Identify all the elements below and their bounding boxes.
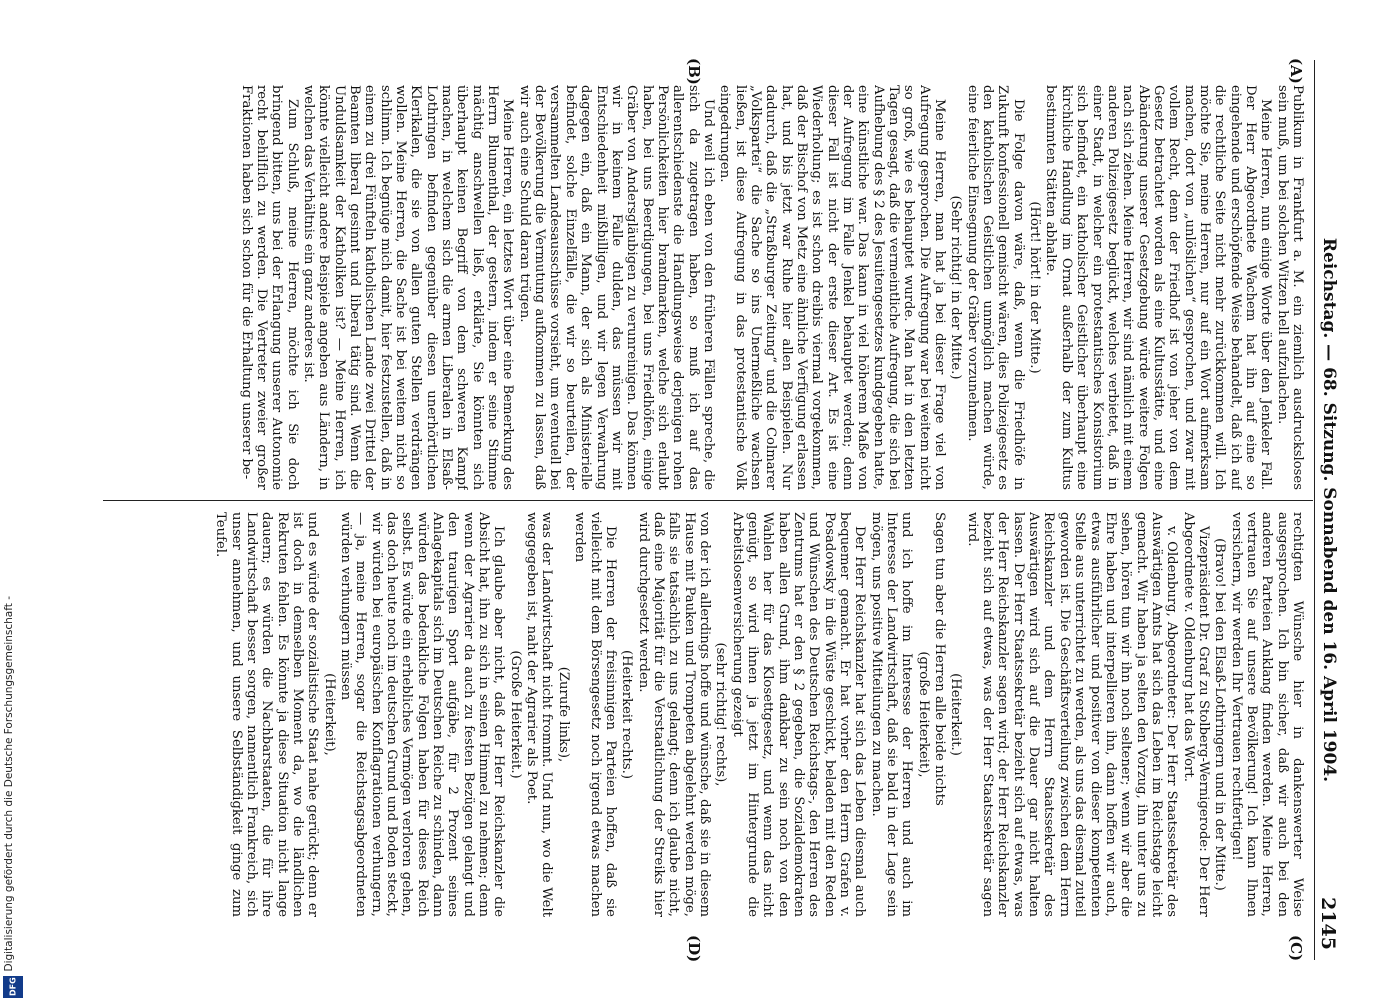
margin-letter-b: (B) — [685, 58, 703, 85]
margin-letter-c: (C) — [1287, 935, 1305, 962]
paragraph: Und weil ich eben von den früheren Fällen spreche, die sich da zugetragen haben, so muß ich auf das allerentschiedenste die Handlungsweise derjenigen rohen Persönlichkeiten hier brandmarken, welche sich erlaubt haben, bei uns Beerdigungen, bei uns Friedhöfen, einige Gräber von Andersgläubigen zu verunreinigen. Das können wir in keinem Falle dulden, das müssen wir mit Entschiedenheit mißbilligen, und wir legen Verwahrung dagegen ein, daß ein Mann, der sich als Ministerielle befindet, solche Einzelfälle, die wir so beurteilen, der versammelten Landesausschüsse vorsieht, um eventuell bei der Bevölkerung die Vermutung aufkommen zu lassen, daß wir auch eine Schuld daran trügen. — [516, 85, 716, 490]
paragraph: Zum Schluß, meine Herren, möchte ich Sie doch bringend bitten, uns bei der Erlangung unserer Autonomie recht behilflich zu werden. Die Vertreter zweier großer Fraktionen haben sich schon für die Erhaltung unserer be- — [238, 85, 300, 490]
paragraph: und es würde der sozialistische Staat nahe gerückt; denn er ist doch in demselben Moment da, wo die ländlichen Rekruten fehlen. Es könnte ja diese Situation nicht lange dauern; es würden die Nachbarstaaten, die für ihre Landwirtschaft besser sorgen, namentlich Frankreich, sich unser annehmen, und unsere Selbständigkeit ginge zum Teufel. — [213, 512, 321, 917]
interjection: (Heiterkeit), — [321, 673, 337, 756]
margin-letter-d: (D) — [685, 935, 703, 963]
paragraph: v. Oldenburg, Abgeordneter: Der Herr Staatssekretär des Auswärtigen Amts hat sich das Leben im Reichstage leicht gemacht. Wir haben ja selten den Vorzug, ihn unter uns zu sehen, hören tun wir ihn noch seltener; wenn wir aber die Ehre haben und interpellieren ihn, dann hoffen wir auch, etwas ausführlicher und positiver von dieser kompetenten Stelle aus unterrichtet zu werden, als uns das diesmal zuteil geworden ist. Die Geschäftsverteilung zwischen dem Herrn Reichskanzler und dem Herrn Staatssekretär des Auswärtigen wird sich auf die Dauer gar nicht halten lassen. Der Herr Staatssekretär bezieht sich auf etwas, was der Herr Reichskanzler sagen wird; der Herr Reichskanzler bezieht sich auf etwas, was der Herr Staatssekretär sagen wird. — [964, 512, 1180, 917]
interjection: (Hört! hört! in der Mitte.) — [1027, 201, 1043, 374]
paragraph: Die Herren der freisinnigen Parteien hoffen, daß sie vielleicht mit dem Börsengesetz noch irgend etwas machen werden — [572, 512, 618, 917]
paragraph: von der ich allerdings hoffe und wünsche, daß sie in diesem Hause mit Pauken und Trompeten abgelehnt werden möge, falls sie tatsächlich zu uns gelangt; denn ich glaube nicht, daß eine Majorität für die Verstaatlichung der Streiks hier wird durchgesetzt werden. — [635, 512, 712, 917]
paragraph: und ich hoffe im Interesse der Herren und auch im Interesse der Landwirtschaft, daß sie bald in der Lage sein mögen, uns positive Mitteilungen zu machen. — [868, 512, 915, 917]
interjection: (Zurufe links), — [555, 666, 571, 763]
text-column-left — [110, 85, 1305, 490]
paragraph: Publikum in Frankfurt a. M. ein ziemlich ausdrucksloses sein muß, um bei solchen Witzen hell aufzulachen. — [1274, 85, 1305, 490]
text-column-right — [110, 512, 1305, 917]
paragraph: rechtigten Wünsche hier in dankenswerter Weise ausgesprochen. Ich bin sicher, daß wir auch bei den anderen Parteien Anklang finden werden. Meine Herren, vertrauen Sie auf unsere Bevölkerung! Ich kann Ihnen versichern, wir werden Ihr Vertrauen rechtfertigen! — [1228, 512, 1305, 917]
margin-letter-a: (A) — [1287, 58, 1305, 84]
interjection: (große Heiterkeit), — [915, 651, 931, 778]
page-header — [1317, 60, 1343, 960]
paragraph: Die Folge davon wäre, daß, wenn die Friedhöfe in Zukunft konfessionell gemischt wären, dies Polizeigesetz es den katholischen Geistlichen unmöglich machen würde, eine feierliche Einsegnung der Gräber vorzunehmen. — [964, 85, 1026, 490]
interjection: (Bravo! bei den Elsaß-Lothringern und in der Mitte.) — [1212, 538, 1228, 891]
paragraph: Meine Herren, ein letztes Wort über eine Bemerkung des Herrn Blumenthal, der gestern, indem er seine Stimme mächtig anschwellen ließ, erklärte, Sie könnten sich überhaupt keinen Begriff von dem schweren Kampf machen, in welchem sich die armen Liberalen in Elsaß-Lothringen befinden gegenüber diesen unerhörtlichen Klerikalen, die sie von allen guten Stellen verdrängen wollen. Meine Herren, die Sache ist bei weitem nicht so schlimm. Ich begnüge mich damit, hier festzustellen, daß in einem zu drei Fünfteln katholischen Lande zwei Drittel der Beamten liberal gesinnt und liberal tätig sind. Wenn die Unduldsamkeit der Katholiken ist? — Meine Herren, ich könnte vielleicht andere Beispiele angeben aus Ländern, in welchen das Verhältnis ein ganz anderes ist. — [301, 85, 516, 490]
dfg-logo: DFG — [3, 976, 23, 998]
interjection: (Heiterkeit.) — [948, 673, 964, 756]
digitization-footer — [0, 0, 26, 1000]
header-title: Reichstag. — 68. Sitzung. Sonnabend den 16. April 1904. — [1319, 237, 1339, 783]
interjection: (Heiterkeit rechts.) — [619, 650, 635, 779]
paragraph: Ich glaube aber nicht, daß der Herr Reichskanzler die Absicht hat, ihn zu sich in seinen Himmel zu nehmen; denn wenn der Agrarier da auch zu festen Bezügen gelangt und den traurigen Sport aufgäbe, für 2 Prozent seines Anlagekapitals sich im Deutschen Reiche zu schinden, dann würden das bedenkliche Folgen haben für dieses Reich selbst. Es würde ein erhebliches Vermögen verloren gehen, das doch heute noch im deutschen Grund und Boden steckt, wir würden bei europäischen Konflagrationen verhungern, — ja, meine Herren, sogar die Reichstagsabgeordneten würden verhungern müssen — [338, 512, 507, 917]
interjection: (Sehr richtig! in der Mitte.) — [948, 195, 964, 380]
paragraph: Meine Herren, nun einige Worte über den Jenkeler Fall. Der Herr Abgeordnete Wachem hat ihn auf eine so eingehende und erschöpfende Weise behandelt, daß ich auf die rechtliche Seite nicht mehr zurückkommen will. Ich möchte Sie, meine Herren, nur auf ein Wort aufmerksam machen, dort von „unlöslichen“ gesprochen, und zwar mit vollem Recht, denn der Friedhof ist von jeher von dem Gesetz betrachtet worden als eine Kultusstätte, und eine Abänderung unserer Gesetzgebung würde weitere Folgen nach sich ziehen. Meine Herren, wir sind nämlich mit einem anderen Polizeigesetz beglückt, welches verbietet, daß in einer Stadt, in welcher ein protestantisches Konsistorium sich befindet, ein katholischer Geistlicher überhaupt eine kirchliche Handlung im Ornat außerhalb der zum Kultus bestimmten Stätten abhalte. — [1043, 85, 1274, 490]
footer-credit-text: Digitalisierung gefördert durch die Deutsche Forschungsgemeinschaft - — [3, 596, 15, 972]
column-divider — [103, 500, 1313, 501]
paragraph: Sagen tun aber die Herren alle beide nichts — [932, 512, 948, 806]
header-rule — [1314, 60, 1315, 960]
paragraph: Der Herr Reichskanzler hat sich das Leben diesmal auch bequemer gemacht. Er hat vorher den Herrn Grafen v. Posadowsky in die Wüste geschickt, beladen mit den Reden und Wünschen des Deutschen Reichstags-, den Herren des Zentrums hat er den § 2 gegeben, die Sozialdemokraten haben allen Grund, ihm dankbar zu sein noch von den Wahlen her für das Klosettgesetz, und wenn das nicht genügt, so wird ihnen ja jetzt im Hintergrunde die Arbeitslosenversicherung gezeigt — [729, 512, 868, 917]
interjection: (Große Heiterkeit.) — [507, 650, 523, 779]
paragraph: Vizepräsident Dr. Graf zu Stolberg-Wernigerode: Der Herr Abgeordnete v. Oldenburg hat das Wort. — [1180, 512, 1211, 917]
paragraph: Meine Herren, man hat ja bei dieser Frage viel von Aufregung gesprochen. Die Aufregung war bei weitem nicht so groß, wie es behauptet wurde. Man hat in den letzten Tagen gesagt, daß die vermeintliche Aufregung, die sich bei Aufhebung des § 2 des Jesuitengesetzes kundgegeben hatte, eine künstliche war. Das kann in viel höherem Maße von der Aufregung im Falle Jenkel behauptet werden; denn dieser Fall ist nicht der erste dieser Art. Es ist eine Wiederholung; es ist schon dreibis viermal vorgekommen, daß der Bischof von Metz eine ähnliche Verfügung erlassen hat, und bis jetzt war Ruhe hier allen Beispielen. Nur dadurch, daß die „Straßburger Zeitung“ und die Colmarer „Volkspartei“ die Sache so ins Unermeßliche wachsen ließen, ist diese Aufregung in das protestantische Volk eingedrungen. — [717, 85, 948, 490]
paragraph: was der Landwirtschaft nicht frommt. Und nun, wo die Welt weggegeben ist, naht der Agrarier als Poet. — [524, 512, 555, 917]
interjection: (sehr richtig! rechts), — [713, 642, 729, 787]
page-number: 2145 — [1317, 897, 1339, 950]
